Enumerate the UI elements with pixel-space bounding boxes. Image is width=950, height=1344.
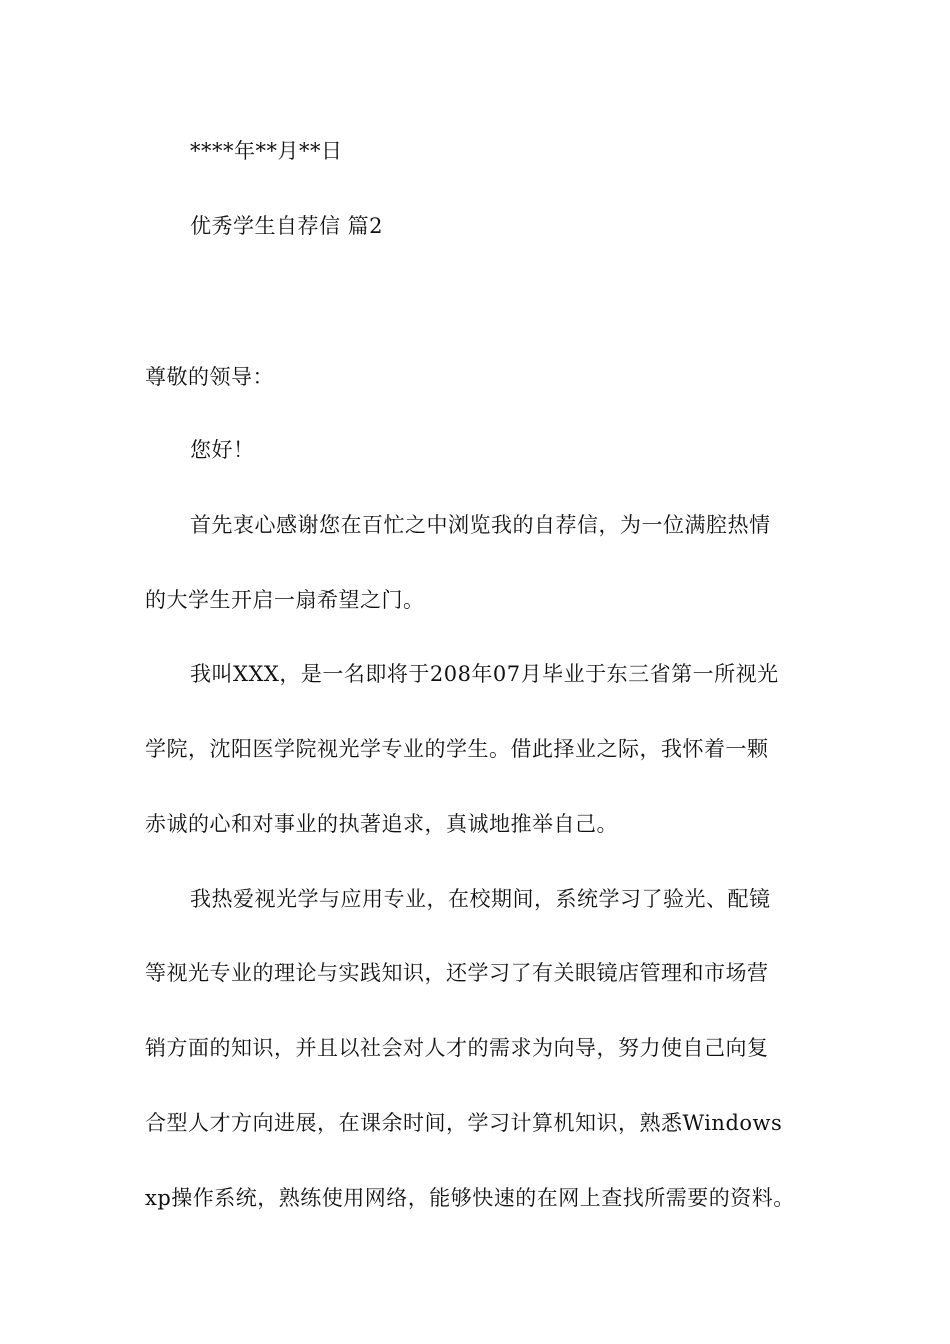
paragraph-2-line-1: 我叫XXX，是一名即将于208年07月毕业于东三省第一所视光 <box>190 662 779 686</box>
paragraph-1-line-2: 的大学生开启一扇希望之门。 <box>145 588 425 612</box>
section-title: 优秀学生自荐信 篇2 <box>190 214 384 238</box>
paragraph-3-line-4: 合型人才方向进展，在课余时间，学习计算机知识，熟悉Windows <box>145 1111 783 1135</box>
paragraph-3-line-1: 我热爱视光学与应用专业，在校期间，系统学习了验光、配镜 <box>190 887 771 911</box>
paragraph-3-line-2: 等视光专业的理论与实践知识，还学习了有关眼镜店管理和市场营 <box>145 961 769 985</box>
paragraph-2-line-2: 学院，沈阳医学院视光学专业的学生。借此择业之际，我怀着一颗 <box>145 737 769 761</box>
date-line: ****年**月**日 <box>190 139 343 163</box>
greeting: 您好！ <box>190 438 255 462</box>
paragraph-3-line-3: 销方面的知识，并且以社会对人才的需求为向导，努力使自己向复 <box>145 1036 769 1060</box>
salutation: 尊敬的领导： <box>145 365 274 389</box>
paragraph-3-line-5: xp操作系统，熟练使用网络，能够快速的在网上查找所需要的资料。 <box>145 1186 795 1210</box>
paragraph-2-line-3: 赤诚的心和对事业的执著追求，真诚地推举自己。 <box>145 812 618 836</box>
paragraph-1-line-1: 首先衷心感谢您在百忙之中浏览我的自荐信，为一位满腔热情 <box>190 513 771 537</box>
